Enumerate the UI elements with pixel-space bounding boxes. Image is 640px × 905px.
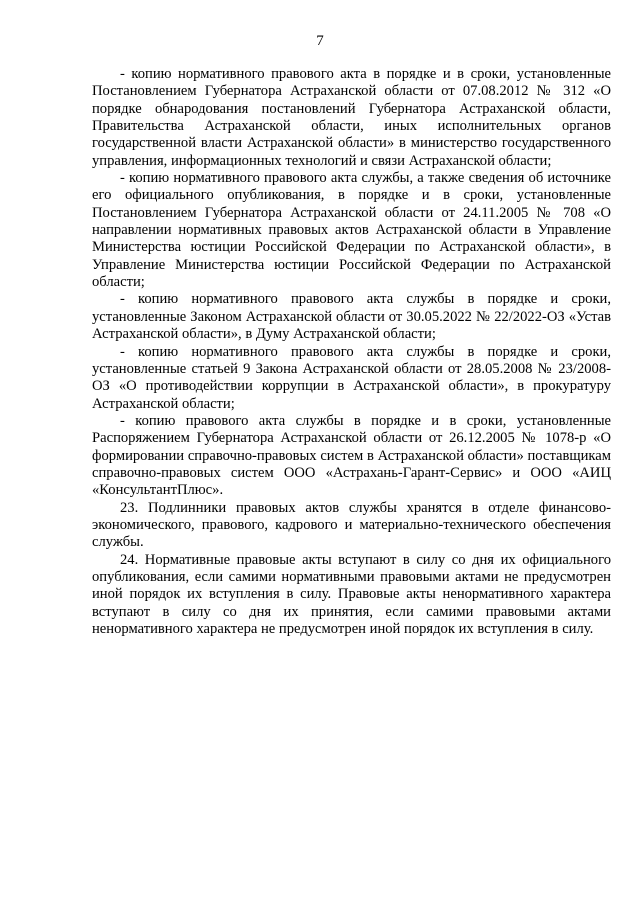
paragraph-copy-legal-systems: - копию правового акта службы в порядке и в сроки, установленные Распоряжением Губернатора Астраханской области от 26.12.2005 № 1078-р «О формировании справочно-правовых систем в Астраханской области» поставщикам справочно-правовых систем ООО «Астрахань-Гарант-Сервис» и ООО «АИЦ «КонсультантПлюс». — [92, 412, 611, 499]
paragraph-copy-justice-ministry: - копию нормативного правового акта службы, а также сведения об источнике его официального опубликования, в порядке и в сроки, установленные Постановлением Губернатора Астраханской области от 24.11.2005 № 708 «О направлении нормативных правовых актов Астраханской области в Управление Министерства юстиции Российской Федерации по Астраханской области», в Управление Министерства юстиции Российской Федерации по Астраханской области; — [92, 170, 611, 291]
paragraph-copy-duma: - копию нормативного правового акта службы в порядке и сроки, установленные Законом Астраханской области от 30.05.2022 № 22/2022-ОЗ «Устав Астраханской области», в Думу Астраханской области; — [92, 291, 611, 343]
paragraph-23-originals-storage: 23. Подлинники правовых актов службы хранятся в отделе финансово-экономического, правового, кадрового и материально-технического обеспечения службы. — [92, 499, 611, 551]
page-number: 7 — [316, 33, 324, 49]
paragraph-copy-governor-decree: - копию нормативного правового акта в порядке и в сроки, установленные Постановлением Губернатора Астраханской области от 07.08.2012 № 312 «О порядке обнародования постановлений Губернатора Астраханской области, Правительства Астраханской области, иных исполнительных органов государственной власти Астраханской области» в министерство государственного управления, информационных технологий и связи Астраханской области; — [92, 66, 611, 169]
document-body — [92, 66, 611, 638]
paragraph-copy-prosecutor: - копию нормативного правового акта службы в порядке и сроки, установленные статьей 9 Закона Астраханской области от 28.05.2008 № 23/2008-ОЗ «О противодействии коррупции в Астраханской области», в прокуратуру Астраханской области; — [92, 343, 611, 412]
paragraph-24-entry-into-force: 24. Нормативные правовые акты вступают в силу со дня их официального опубликования, если самими нормативными правовыми актами не предусмотрен иной порядок их вступления в силу. Правовые акты ненормативного характера вступают в силу со дня их принятия, если самими правовыми актами ненормативного характера не предусмотрен иной порядок их вступления в силу. — [92, 551, 611, 637]
